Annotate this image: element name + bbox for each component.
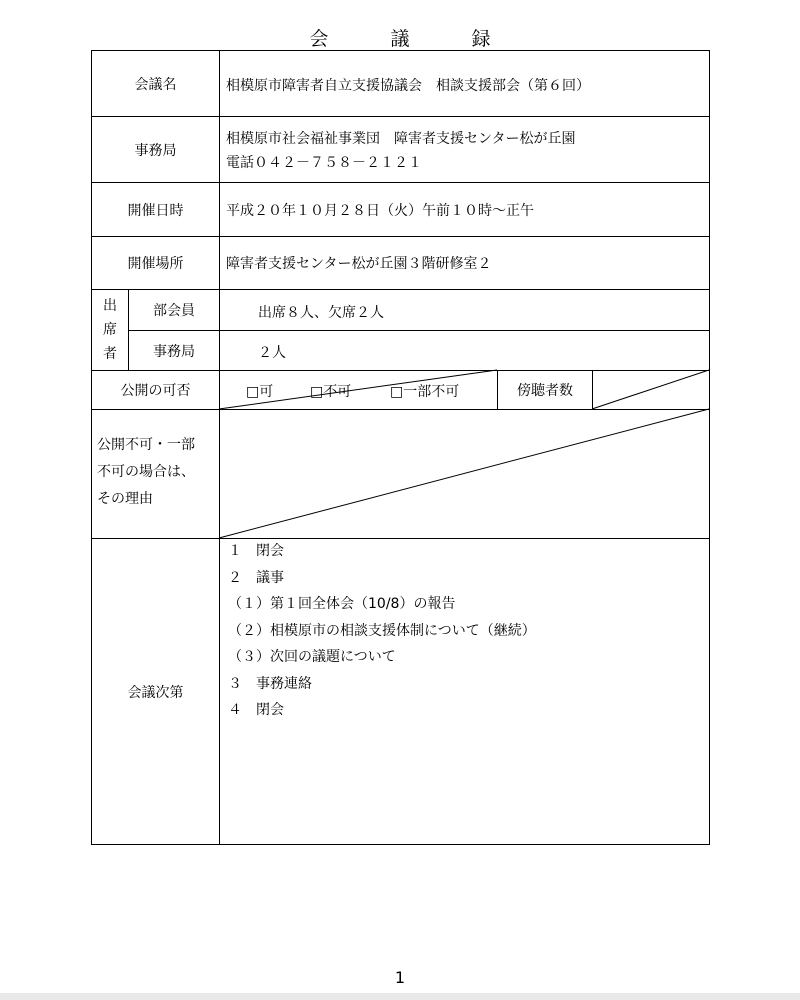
reason-label: [97, 432, 195, 513]
viewer-bottom-edge: [0, 993, 800, 1000]
disclosure-option-partial: [390, 381, 459, 401]
option-no-label: 不可: [323, 384, 352, 400]
agenda-item: ２ 議事: [228, 569, 284, 586]
title-char: 会: [309, 28, 329, 50]
checkbox-icon: □: [390, 384, 404, 400]
venue-value: 障害者支援センター松が丘園３階研修室２: [226, 256, 492, 272]
members-label: 部会員: [153, 303, 195, 319]
agenda-item: ４ 閉会: [228, 702, 284, 718]
observers-label: 傍聴者数: [517, 383, 573, 399]
attendees-label: [92, 294, 128, 366]
attendees-label-char: 者: [103, 346, 117, 362]
secretariat-label: 事務局: [134, 142, 177, 159]
venue-label: 開催場所: [127, 256, 184, 272]
observers-diagonal-line: [592, 370, 709, 409]
attendees-label-char: 出: [103, 298, 117, 314]
agenda-item: ３ 事務連絡: [228, 675, 312, 692]
reason-diagonal-line: [219, 409, 709, 538]
checkbox-icon: □: [246, 384, 260, 400]
disclosure-option-no: [310, 381, 351, 401]
agenda-item: （１）第１回全体会（10/8）の報告: [228, 596, 456, 612]
agenda-item: （２）相模原市の相談支援体制について（継続）: [228, 622, 536, 639]
checkbox-icon: □: [310, 384, 324, 400]
attendance-secretariat-value: ２人: [258, 345, 286, 361]
reason-label-line: その理由: [97, 491, 153, 507]
members-value: 出席８人、欠席２人: [258, 305, 384, 321]
meeting-name-value: 相模原市障害者自立支援協議会 相談支援部会（第６回）: [226, 78, 590, 94]
agenda-item: １ 閉会: [228, 543, 284, 559]
datetime-value: 平成２０年１０月２８日（火）午前１０時～正午: [226, 203, 534, 219]
title-char: 録: [471, 28, 491, 50]
page-number: 1: [394, 968, 406, 987]
reason-label-line: 不可の場合は、: [97, 464, 195, 480]
agenda-label: 会議次第: [127, 684, 184, 701]
option-yes-label: 可: [259, 384, 274, 400]
option-partial-label: 一部不可: [403, 384, 460, 400]
attendees-label-char: 席: [103, 322, 117, 338]
attendance-secretariat-label: 事務局: [153, 343, 195, 360]
secretariat-value: 相模原市社会福祉事業団 障害者支援センター松が丘園: [226, 131, 576, 147]
secretariat-phone: 電話０４２－７５８－２１２１: [226, 155, 422, 171]
agenda-item: （３）次回の議題について: [228, 649, 396, 665]
title-char: 議: [390, 28, 410, 50]
datetime-label: 開催日時: [127, 202, 184, 219]
meeting-name-label: 会議名: [134, 76, 177, 93]
disclosure-option-yes: [246, 381, 273, 401]
agenda-list: [228, 538, 536, 724]
disclosure-label: 公開の可否: [120, 383, 191, 399]
reason-label-line: 公開不可・一部: [97, 437, 195, 453]
